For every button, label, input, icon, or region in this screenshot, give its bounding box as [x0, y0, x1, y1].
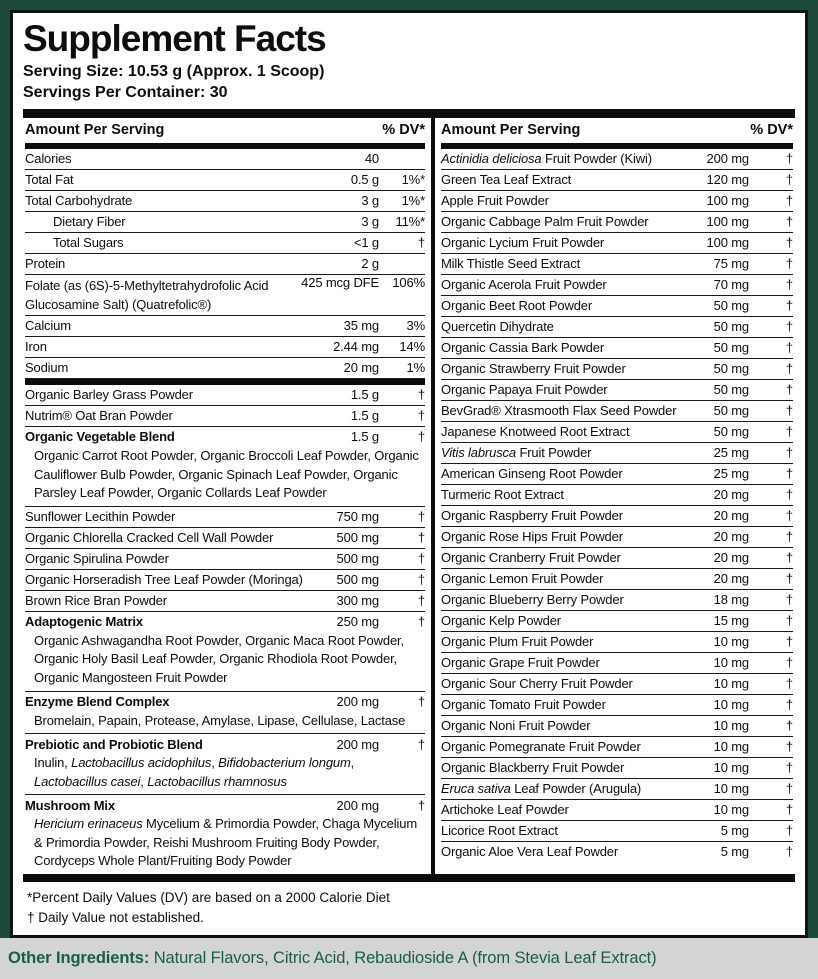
ingredient-dv: † — [785, 151, 793, 167]
ingredient-dv: † — [785, 193, 793, 209]
left-rows — [25, 149, 425, 874]
right-column-header — [441, 118, 793, 143]
ingredient-amount: 10 mg — [713, 802, 749, 818]
ingredient-amount: 500 mg — [336, 551, 379, 567]
ingredient-amount: 10 mg — [713, 718, 749, 734]
ingredient-amount: 2.44 mg — [333, 339, 379, 355]
ingredient-row — [441, 380, 793, 401]
ingredient-dv: † — [785, 340, 793, 356]
ingredient-amount: 500 mg — [336, 530, 379, 546]
ingredient-amount: 425 mcg DFE — [301, 274, 379, 290]
ingredient-amount: 75 mg — [713, 256, 749, 272]
ingredient-row — [441, 695, 793, 716]
ingredient-amount: 50 mg — [713, 298, 749, 314]
ingredient-name: Total Fat — [25, 172, 74, 188]
ingredient-row — [441, 170, 793, 191]
ingredient-name: Quercetin Dihydrate — [441, 319, 554, 335]
supplement-facts-label — [10, 10, 808, 938]
ingredient-row — [441, 212, 793, 233]
ingredient-dv: † — [785, 382, 793, 398]
ingredient-dv: 3% — [406, 318, 425, 334]
ingredient-amount: 50 mg — [713, 403, 749, 419]
ingredient-amount: 5 mg — [720, 823, 749, 839]
ingredient-amount: 15 mg — [713, 613, 749, 629]
ingredient-dv: 1%* — [401, 172, 425, 188]
ingredient-name: Vitis labrusca Fruit Powder — [441, 445, 592, 461]
ingredient-dv: † — [785, 655, 793, 671]
right-column — [435, 118, 795, 874]
ingredient-row — [441, 527, 793, 548]
ingredient-name: Mushroom Mix — [25, 797, 115, 813]
footnote-dagger: † Daily Value not established. — [27, 909, 204, 925]
ingredient-dv: † — [417, 736, 425, 752]
ingredient-row — [441, 737, 793, 758]
ingredient-row — [25, 149, 425, 170]
ingredient-dv: 14% — [399, 339, 425, 355]
ingredient-row — [441, 632, 793, 653]
ingredient-row — [25, 337, 425, 358]
ingredient-name: Artichoke Leaf Powder — [441, 802, 569, 818]
ingredient-name: Sunflower Lecithin Powder — [25, 509, 176, 525]
ingredient-amount: 200 mg — [336, 736, 379, 752]
ingredient-row — [25, 385, 425, 406]
ingredient-name: Organic Vegetable Blend — [25, 429, 175, 445]
ingredient-dv: † — [417, 530, 425, 546]
ingredient-amount: 100 mg — [706, 193, 749, 209]
ingredient-amount: 18 mg — [713, 592, 749, 608]
ingredient-name: Organic Blueberry Berry Powder — [441, 592, 624, 608]
ingredient-row — [441, 443, 793, 464]
ingredient-amount: 3 g — [361, 214, 379, 230]
ingredient-dv: † — [785, 760, 793, 776]
ingredient-name: Calcium — [25, 318, 71, 334]
ingredient-name: Organic Spirulina Powder — [25, 551, 169, 567]
ingredient-dv: † — [785, 172, 793, 188]
ingredient-dv: † — [785, 466, 793, 482]
ingredient-dv: † — [785, 319, 793, 335]
ingredient-row — [25, 528, 425, 549]
ingredient-dv: † — [417, 572, 425, 588]
ingredient-name: Organic Pomegranate Fruit Powder — [441, 739, 641, 755]
ingredient-name: Milk Thistle Seed Extract — [441, 256, 581, 272]
ingredient-dv: † — [417, 408, 425, 424]
ingredient-amount: 25 mg — [713, 466, 749, 482]
ingredient-dv: † — [785, 214, 793, 230]
ingredient-amount: 750 mg — [336, 509, 379, 525]
ingredient-dv: † — [785, 697, 793, 713]
ingredient-name: Licorice Root Extract — [441, 823, 558, 839]
ingredient-row — [441, 758, 793, 779]
ingredient-name: Nutrim® Oat Bran Powder — [25, 408, 173, 424]
ingredient-dv: † — [785, 739, 793, 755]
ingredient-row — [25, 591, 425, 612]
ingredient-row — [441, 338, 793, 359]
ingredient-row — [25, 170, 425, 191]
ingredient-row — [25, 316, 425, 337]
ingredient-name: Organic Cranberry Fruit Powder — [441, 550, 621, 566]
ingredient-name: Organic Barley Grass Powder — [25, 387, 193, 403]
ingredient-amount: 200 mg — [336, 694, 379, 710]
ingredient-row — [441, 821, 793, 842]
ingredient-name: Actinidia deliciosa Fruit Powder (Kiwi) — [441, 151, 652, 167]
ingredient-dv: 1% — [406, 360, 425, 376]
ingredient-dv: † — [417, 614, 425, 630]
ingredient-amount: 250 mg — [336, 614, 379, 630]
ingredient-row — [441, 674, 793, 695]
ingredient-row — [441, 359, 793, 380]
ingredient-name: Organic Cassia Bark Powder — [441, 340, 604, 356]
ingredient-name: Organic Beet Root Powder — [441, 298, 593, 314]
ingredient-amount: 10 mg — [713, 739, 749, 755]
ingredient-amount: 200 mg — [706, 151, 749, 167]
ingredient-row — [25, 233, 425, 254]
ingredient-row — [25, 795, 425, 874]
ingredient-row — [441, 401, 793, 422]
ingredient-dv: † — [785, 844, 793, 860]
ingredient-amount: 20 mg — [713, 550, 749, 566]
ingredient-amount: 20 mg — [713, 508, 749, 524]
servings-per-container-line: Servings Per Container: 30 — [23, 83, 228, 101]
ingredient-name: Organic Kelp Powder — [441, 613, 561, 629]
ingredient-row — [441, 611, 793, 632]
ingredient-name: Green Tea Leaf Extract — [441, 172, 572, 188]
ingredient-dv: † — [785, 634, 793, 650]
ingredient-dv: † — [785, 424, 793, 440]
ingredient-amount: 20 mg — [343, 360, 379, 376]
ingredient-name: Organic Raspberry Fruit Powder — [441, 508, 623, 524]
ingredient-name: Turmeric Root Extract — [441, 487, 564, 503]
ingredient-amount: 5 mg — [720, 844, 749, 860]
top-divider-bar — [23, 109, 795, 118]
ingredient-amount: 1.5 g — [350, 408, 379, 424]
ingredient-row — [25, 570, 425, 591]
amount-per-serving-header: Amount Per Serving — [441, 122, 581, 139]
ingredient-dv: † — [785, 802, 793, 818]
ingredient-name: Organic Acerola Fruit Powder — [441, 277, 607, 293]
ingredient-row — [441, 233, 793, 254]
ingredient-dv: † — [417, 387, 425, 403]
ingredient-row — [25, 549, 425, 570]
ingredient-dv: † — [785, 781, 793, 797]
page-title: Supplement Facts — [23, 18, 326, 59]
ingredient-name: Adaptogenic Matrix — [25, 614, 143, 630]
ingredient-dv: † — [785, 571, 793, 587]
ingredient-dv: † — [417, 551, 425, 567]
ingredient-name: Organic Tomato Fruit Powder — [441, 697, 606, 713]
ingredient-amount: 10 mg — [713, 634, 749, 650]
ingredient-dv: † — [785, 592, 793, 608]
ingredient-name: Organic Blackberry Fruit Powder — [441, 760, 625, 776]
ingredient-name: Organic Noni Fruit Powder — [441, 718, 591, 734]
ingredient-name: Apple Fruit Powder — [441, 193, 549, 209]
ingredient-sublist: Inulin, Lactobacillus acidophilus, Bifidobacterium longum, Lactobacillus casei, Lactobacillus rhamnosus — [34, 755, 355, 789]
ingredient-row — [25, 427, 425, 507]
ingredient-name: Organic Plum Fruit Powder — [441, 634, 594, 650]
ingredient-sublist: Hericium erinaceus Mycelium & Primordia Powder, Chaga Mycelium & Primordia Powder, Reishi Mushroom Fruiting Body Powder, Cordyceps Whole Plant/Fruiting Body Powder — [34, 816, 417, 869]
ingredient-dv: † — [785, 256, 793, 272]
ingredient-name: Eruca sativa Leaf Powder (Arugula) — [441, 781, 642, 797]
ingredient-dv: † — [785, 445, 793, 461]
right-rows — [441, 149, 793, 862]
ingredient-dv: † — [785, 550, 793, 566]
ingredient-name: Organic Lycium Fruit Powder — [441, 235, 605, 251]
ingredient-name: Enzyme Blend Complex — [25, 694, 170, 710]
ingredient-name: Folate (as (6S)-5-Methyltetrahydrofolic Acid Glucosamine Salt) (Quatrefolic®) — [25, 277, 269, 313]
ingredient-row — [441, 275, 793, 296]
ingredient-row — [441, 254, 793, 275]
ingredient-name: Sodium — [25, 360, 69, 376]
other-ingredients-band — [0, 938, 818, 979]
ingredient-amount: 120 mg — [706, 172, 749, 188]
ingredient-row — [441, 296, 793, 317]
ingredient-row — [441, 653, 793, 674]
ingredient-amount: 50 mg — [713, 382, 749, 398]
ingredient-row — [25, 254, 425, 275]
ingredient-name: Organic Papaya Fruit Powder — [441, 382, 608, 398]
ingredient-dv: † — [785, 676, 793, 692]
ingredient-dv: † — [417, 797, 425, 813]
ingredient-row — [441, 422, 793, 443]
ingredient-amount: 1.5 g — [350, 429, 379, 445]
ingredient-dv: † — [785, 298, 793, 314]
ingredient-amount: 50 mg — [713, 424, 749, 440]
ingredient-amount: 300 mg — [336, 593, 379, 609]
ingredient-name: BevGrad® Xtrasmooth Flax Seed Powder — [441, 403, 677, 419]
ingredient-row — [25, 692, 425, 735]
ingredient-row — [441, 191, 793, 212]
ingredient-name: Iron — [25, 339, 47, 355]
ingredient-row — [441, 485, 793, 506]
left-column — [23, 118, 435, 874]
ingredient-dv: † — [417, 235, 425, 251]
ingredient-name: Japanese Knotweed Root Extract — [441, 424, 630, 440]
ingredient-name: Organic Horseradish Tree Leaf Powder (Moringa) — [25, 572, 303, 588]
ingredient-row — [441, 842, 793, 862]
ingredient-dv: 11%* — [395, 214, 425, 230]
ingredient-dv: † — [417, 429, 425, 445]
ingredient-name: Organic Sour Cherry Fruit Powder — [441, 676, 633, 692]
left-column-header — [25, 118, 425, 143]
ingredient-row — [25, 358, 425, 379]
ingredient-row — [25, 191, 425, 212]
ingredient-amount: 0.5 g — [350, 172, 379, 188]
ingredient-amount: 100 mg — [706, 214, 749, 230]
ingredient-name: Total Sugars — [53, 235, 124, 251]
ingredient-name: American Ginseng Root Powder — [441, 466, 623, 482]
other-ingredients-text — [8, 949, 656, 968]
ingredient-row — [441, 506, 793, 527]
ingredient-dv: 1%* — [401, 193, 425, 209]
ingredient-name: Organic Lemon Fruit Powder — [441, 571, 604, 587]
ingredient-row — [441, 317, 793, 338]
ingredient-row — [25, 212, 425, 233]
ingredient-amount: 20 mg — [713, 571, 749, 587]
ingredient-dv: † — [785, 613, 793, 629]
ingredient-sublist: Organic Ashwagandha Root Powder, Organic Maca Root Powder, Organic Holy Basil Leaf Powder, Organic Rhodiola Root Powder, Organic Mangosteen Fruit Powder — [34, 632, 404, 685]
ingredient-row — [441, 590, 793, 611]
ingredient-row — [25, 612, 425, 692]
ingredient-row — [25, 507, 425, 528]
ingredient-name: Total Carbohydrate — [25, 193, 133, 209]
ingredient-dv: † — [785, 235, 793, 251]
ingredient-name: Organic Rose Hips Fruit Powder — [441, 529, 623, 545]
ingredient-amount: 40 — [364, 151, 379, 167]
ingredient-name: Organic Aloe Vera Leaf Powder — [441, 844, 619, 860]
ingredient-sublist: Bromelain, Papain, Protease, Amylase, Lipase, Cellulase, Lactase — [34, 712, 406, 728]
ingredient-amount: 50 mg — [713, 361, 749, 377]
ingredient-amount: 100 mg — [706, 235, 749, 251]
ingredient-amount: 3 g — [361, 193, 379, 209]
bottom-divider-bar — [23, 874, 795, 882]
ingredient-amount: 10 mg — [713, 760, 749, 776]
ingredient-row — [441, 464, 793, 485]
ingredient-amount: 10 mg — [713, 676, 749, 692]
ingredient-row — [25, 734, 425, 795]
ingredient-row — [441, 779, 793, 800]
serving-size-line: Serving Size: 10.53 g (Approx. 1 Scoop) — [23, 62, 325, 80]
ingredient-row — [441, 548, 793, 569]
ingredient-amount: 50 mg — [713, 340, 749, 356]
ingredient-dv: † — [417, 694, 425, 710]
ingredient-amount: 20 mg — [713, 487, 749, 503]
ingredient-row — [25, 275, 425, 316]
ingredient-amount: 10 mg — [713, 697, 749, 713]
ingredient-name: Calories — [25, 151, 72, 167]
facts-columns — [23, 118, 795, 874]
ingredient-name: Protein — [25, 256, 66, 272]
ingredient-dv: 106% — [392, 274, 425, 290]
ingredient-name: Organic Chlorella Cracked Cell Wall Powder — [25, 530, 274, 546]
ingredient-row — [25, 406, 425, 427]
ingredient-name: Prebiotic and Probiotic Blend — [25, 736, 203, 752]
ingredient-amount: 50 mg — [713, 319, 749, 335]
ingredient-amount: <1 g — [353, 235, 379, 251]
other-ingredients-label: Other Ingredients: — [8, 949, 150, 967]
ingredient-dv: † — [785, 508, 793, 524]
percent-dv-header: % DV* — [750, 122, 793, 139]
amount-per-serving-header: Amount Per Serving — [25, 122, 165, 139]
ingredient-row — [441, 569, 793, 590]
ingredient-dv: † — [785, 823, 793, 839]
ingredient-dv: † — [785, 529, 793, 545]
ingredient-name: Organic Strawberry Fruit Powder — [441, 361, 626, 377]
ingredient-amount: 200 mg — [336, 797, 379, 813]
ingredient-dv: † — [417, 509, 425, 525]
footnotes — [23, 882, 795, 927]
other-ingredients-list: Natural Flavors, Citric Acid, Rebaudioside A (from Stevia Leaf Extract) — [149, 949, 657, 967]
ingredient-sublist: Organic Carrot Root Powder, Organic Broccoli Leaf Powder, Organic Cauliflower Bulb Powder, Organic Spinach Leaf Powder, Organic Parsley Leaf Powder, Organic Collards Leaf Powder — [34, 447, 419, 501]
ingredient-amount: 10 mg — [713, 655, 749, 671]
ingredient-amount: 20 mg — [713, 529, 749, 545]
ingredient-amount: 25 mg — [713, 445, 749, 461]
ingredient-dv: † — [785, 403, 793, 419]
ingredient-name: Brown Rice Bran Powder — [25, 593, 167, 609]
ingredient-amount: 10 mg — [713, 781, 749, 797]
ingredient-amount: 500 mg — [336, 572, 379, 588]
ingredient-dv: † — [785, 361, 793, 377]
ingredient-name: Organic Cabbage Palm Fruit Powder — [441, 214, 649, 230]
ingredient-amount: 2 g — [361, 256, 379, 272]
ingredient-row — [441, 716, 793, 737]
footnote-dv: *Percent Daily Values (DV) are based on a 2000 Calorie Diet — [27, 890, 390, 906]
ingredient-row — [441, 149, 793, 170]
ingredient-dv: † — [785, 487, 793, 503]
ingredient-name: Organic Grape Fruit Powder — [441, 655, 600, 671]
ingredient-name: Dietary Fiber — [53, 214, 126, 230]
ingredient-amount: 35 mg — [343, 318, 379, 334]
ingredient-dv: † — [417, 593, 425, 609]
ingredient-amount: 70 mg — [713, 277, 749, 293]
ingredient-dv: † — [785, 277, 793, 293]
ingredient-dv: † — [785, 718, 793, 734]
ingredient-row — [441, 800, 793, 821]
ingredient-amount: 1.5 g — [350, 387, 379, 403]
percent-dv-header: % DV* — [382, 122, 425, 139]
